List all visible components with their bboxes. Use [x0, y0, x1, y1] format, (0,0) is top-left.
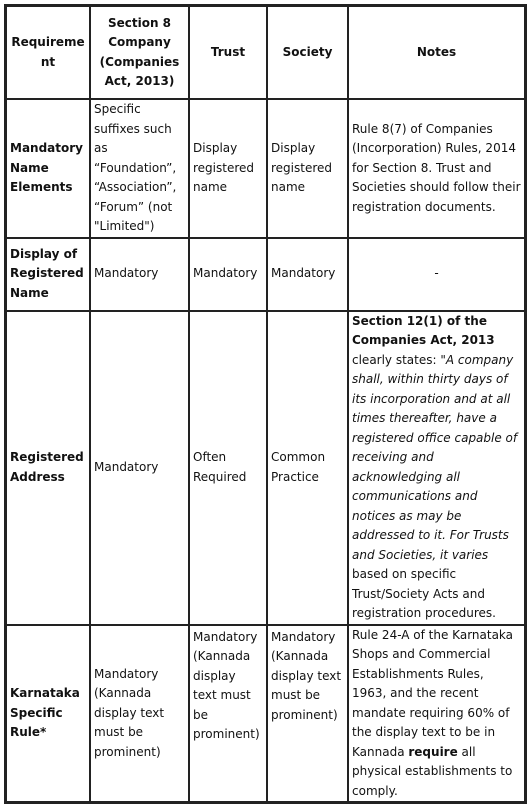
- cell-trust: Display registered name: [189, 99, 267, 238]
- notes-text: clearly states:: [352, 352, 441, 367]
- requirements-table: [4, 4, 527, 804]
- notes-text: Rule 24-A of the Karnataka Shops and Commercial Establishments Rules, 1963, and the recent mandate requiring 60% of the display text to be in Kannada: [352, 627, 514, 759]
- cell-section8: Mandatory: [90, 311, 189, 625]
- cell-trust: Often Required: [189, 311, 267, 625]
- notes-quote: "A company shall, within thirty days of its incorporation and at all times thereafter, have a registered office capable of receiving and acknowledging all communications and notices as may be addressed to it. For Trusts and Societies, it varies: [352, 352, 518, 562]
- row-requirement: Registered Address: [6, 311, 90, 625]
- header-notes: Notes: [348, 6, 525, 99]
- header-society: Society: [267, 6, 348, 99]
- cell-notes: [348, 625, 525, 803]
- cell-trust: Mandatory (Kannada display text must be prominent): [189, 625, 267, 803]
- cell-notes: Rule 8(7) of Companies (Incorporation) Rules, 2014 for Section 8. Trust and Societies should follow their registration documents.: [348, 99, 525, 238]
- cell-society: Mandatory (Kannada display text must be prominent): [267, 625, 348, 803]
- table-row: [6, 311, 525, 625]
- cell-section8: Mandatory: [90, 238, 189, 311]
- header-row: [6, 6, 525, 99]
- notes-emphasis: require: [408, 744, 458, 759]
- notes-text: all physical establishments to comply.: [352, 744, 513, 798]
- table-row: [6, 238, 525, 311]
- cell-section8: Mandatory (Kannada display text must be prominent): [90, 625, 189, 803]
- cell-notes: -: [348, 238, 525, 311]
- row-requirement: Display of Registered Name: [6, 238, 90, 311]
- header-section8: Section 8 Company (Companies Act, 2013): [90, 6, 189, 99]
- cell-society: Common Practice: [267, 311, 348, 625]
- header-requirement: Requirement: [6, 6, 90, 99]
- cell-notes: [348, 311, 525, 625]
- cell-trust: Mandatory: [189, 238, 267, 311]
- cell-society: Mandatory: [267, 238, 348, 311]
- header-trust: Trust: [189, 6, 267, 99]
- notes-text: based on specific Trust/Society Acts and registration procedures.: [352, 567, 496, 620]
- table-row: [6, 625, 525, 803]
- table-row: [6, 99, 525, 238]
- cell-society: Display registered name: [267, 99, 348, 238]
- cell-section8: Specific suffixes such as “Foundation”, “Association”, “Forum” (not "Limited"): [90, 99, 189, 238]
- row-requirement: Karnataka Specific Rule*: [6, 625, 90, 803]
- row-requirement: Mandatory Name Elements: [6, 99, 90, 238]
- notes-citation: Section 12(1) of the Companies Act, 2013: [352, 313, 495, 347]
